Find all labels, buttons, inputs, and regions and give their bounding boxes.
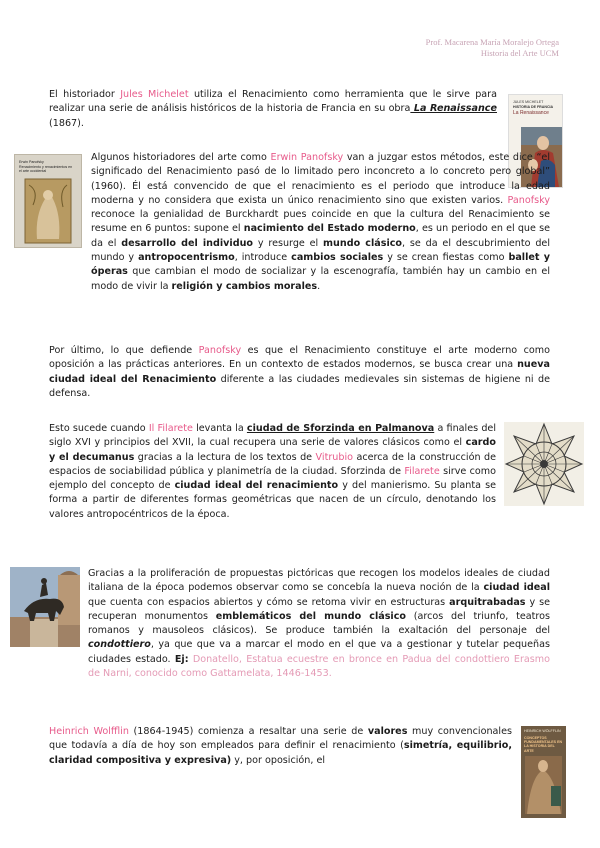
gattamelata-statue-image [10, 567, 80, 647]
name-panofsky: Erwin Panofsky [270, 152, 344, 163]
header-course: Historia del Arte UCM [480, 48, 559, 58]
michelet-book-subtitle: La Renaissance [513, 110, 549, 116]
page-header [426, 37, 559, 59]
sforzinda-plan-image [504, 422, 584, 506]
paragraph-condottiero: Gracias a la proliferación de propuestas pictóricas que recogen los modelos ideales de ciudad italiana de la época podemos observar como se concebía la nueva noción de la ciudad ideal que cuenta con espacios abiertos y cómo se retoma vivir en estructuras arquitrabadas y se recuperan monumentos emblemáticos del mundo clásico (arcos del triunfo, teatros romanos y mausoleos clásicos). Se produce también la exaltación del personaje del condottiero, ya que que va a marcar el modo en el que va a gestionar y tutelar pequeñas ciudades estado. Ej: Donatello, Estatua ecuestre en bronce en Padua del condottiero Erasmo de Narni, conocido como Gattamelata, 1446-1453. [88, 568, 551, 680]
paragraph-sforzinda: Esto sucede cuando Il Filarete levanta la ciudad de Sforzinda en Palmanova a finales del siglo XVI y principios del XVII, la cual recupera una serie de valores clásicos como el cardo y el decumanus gracias a la lectura de los textos de Vitrubio acerca de la construcción de espacios de sociabilidad pública y planimetría de la ciudad. Sforzinda de Filarete sirve como ejemplo del concepto de ciudad ideal del renacimiento y del manierismo. Su planta se forma a partir de diferentes formas geométricas que nacen de un círculo, denotando los valores antropocéntricos de la época. [49, 423, 496, 520]
wolfflin-book-title: CONCEPTOS FUNDAMENTALES EN LA HISTORIA DEL ARTE [524, 736, 563, 753]
michelet-book-author: JULES MICHELET [513, 100, 544, 104]
paragraph-panofsky: Algunos historiadores del arte como Erwin Panofsky van a juzgar estos métodos, este dice “el significado del Renacimiento pasó de lo limitado pero inconcreto a lo concreto pero global” (1960). Él está convencido de que el renacimiento es el periodo que introduce la edad moderna y no considera que exista un único renacimiento sino que existen varios. Panofsky reconoce la genialidad de Burckhardt pues coincide en que la cultura del Renacimiento se resume en 6 puntos: supone el nacimiento del Estado moderno, es un periodo en el que se da el desarrollo del individuo y resurge el mundo clásico, se da el descubrimiento del mundo y antropocentrismo, introduce cambios sociales y se crean fiestas como ballet y óperas que cambian el modo de socializar y la escenografía, también hay un cambio en el modo de vivir la religión y cambios morales. [91, 152, 551, 292]
name-michelet: Jules Michelet [120, 89, 189, 100]
paragraph-ciudad-ideal: Por último, lo que defiende Panofsky es que el Renacimiento constituye el arte moderno como oposición a las prácticas anteriores. En un contexto de estados modernos, se busca crear una nueva ciudad ideal del Renacimiento diferente a las ciudades medievales sin sistemas de higiene ni de defensa. [49, 345, 550, 399]
wolfflin-book-author: HEINRICH WÖLFFLIN [524, 729, 561, 733]
name-filarete: Il Filarete [148, 423, 193, 434]
michelet-book-title: HISTORIA DE FRANCIA [513, 105, 554, 109]
work-title: La Renaissance [410, 103, 497, 115]
panofsky-book-title: Renacimiento y renacimientos en el arte occidental [19, 165, 73, 174]
paragraph-wolfflin: Heinrich Wolfflin (1864-1945) comienza a resaltar una serie de valores muy convencionales que todavía a día de hoy son empleados para definir el renacimiento (simetría, equilibrio, claridad compositiva y expresiva) y, por oposición, el [49, 726, 512, 766]
name-wolfflin: Heinrich Wolfflin [49, 726, 129, 737]
panofsky-cover-art [15, 155, 81, 247]
header-author: Prof. Macarena María Moralejo Ortega [425, 37, 559, 47]
paragraph-michelet: El historiador Jules Michelet utiliza el Renacimiento como herramienta que le sirve para realizar una serie de análisis históricos de la historia de Francia en su obra La Renaissance (1867). [49, 89, 497, 129]
panofsky-book-cover [14, 154, 82, 248]
wolfflin-book-cover [521, 726, 566, 818]
example-donatello: Donatello, Estatua ecuestre en bronce en Padua del condottiero Erasmo de Narni, conocido como Gattamelata, 1446-1453. [88, 653, 551, 680]
panofsky-book-author: Erwin Panofsky [19, 160, 44, 164]
